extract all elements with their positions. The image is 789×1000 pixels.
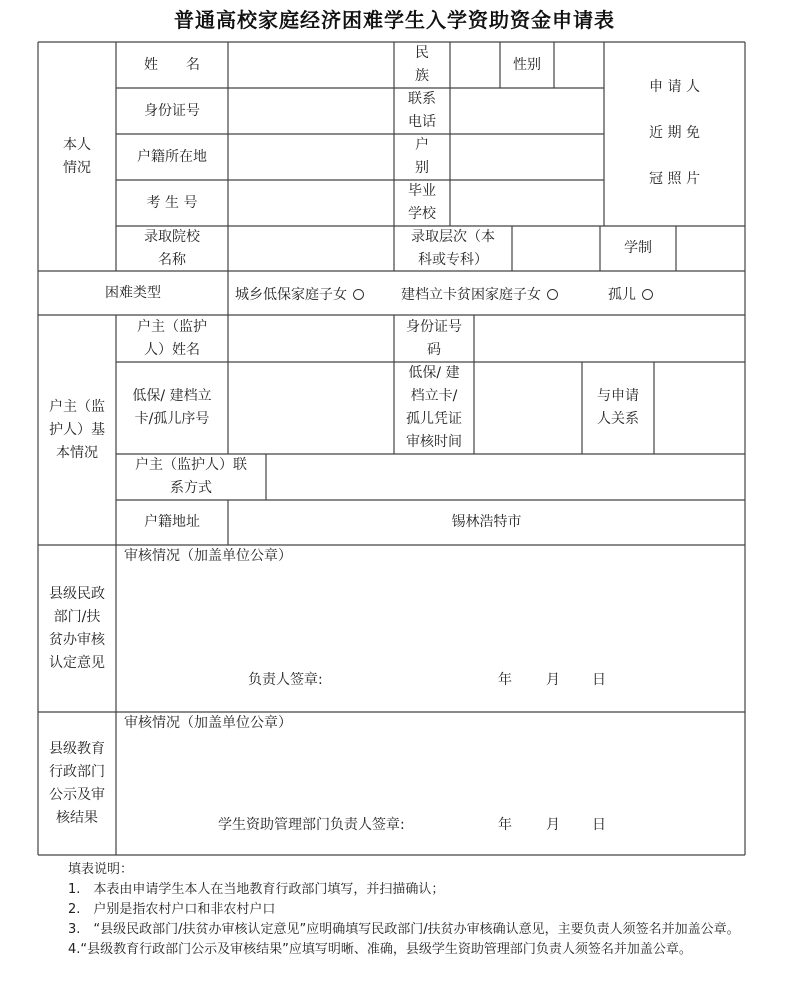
guardian-id-label: 身份证号 码 bbox=[406, 318, 462, 358]
ethnic-field[interactable] bbox=[450, 42, 500, 88]
household-address-value: 锡林浩特市 bbox=[451, 514, 522, 530]
guardian-name-label: 户主（监护 人）姓名 bbox=[137, 318, 207, 358]
education-month: 月 bbox=[546, 817, 560, 833]
photo-placeholder: 申 请 人 近 期 免 冠 照 片 bbox=[649, 79, 700, 187]
education-section-label: 县级教育 行政部门 公示及审 核结果 bbox=[49, 740, 105, 826]
instructions bbox=[40, 860, 740, 960]
radio-circle-icon[interactable] bbox=[642, 289, 653, 300]
graduate-school-field[interactable] bbox=[450, 180, 604, 226]
instruction-item: 4.“县级教育行政部门公示及审核结果”应填写明晰、准确，县级学生资助管理部门负责人须签名并加盖公章。 bbox=[68, 942, 692, 957]
exam-number-field[interactable] bbox=[228, 180, 394, 226]
civil-affairs-review-text: 审核情况（加盖单位公章） bbox=[124, 548, 292, 564]
option-orphan[interactable] bbox=[608, 285, 653, 305]
option-registered-poor[interactable] bbox=[401, 285, 558, 305]
phone-field[interactable] bbox=[450, 88, 604, 134]
civil-affairs-day: 日 bbox=[592, 672, 606, 688]
instruction-item: 2. 户别是指农村户口和非农村户口 bbox=[68, 902, 276, 917]
instruction-item: 3. “县级民政部门/扶贫办审核认定意见”应明确填写民政部门/扶贫办审核确认意见，主要负责人须签名并加盖公章。 bbox=[68, 922, 740, 937]
personal-section-label: 本人 情况 bbox=[63, 136, 91, 176]
household-location-label: 户籍所在地 bbox=[137, 148, 207, 165]
gender-label: 性别 bbox=[513, 56, 541, 73]
ethnic-label: 民 族 bbox=[415, 45, 429, 84]
difficulty-type-label: 困难类型 bbox=[105, 284, 161, 301]
guardian-section-label: 户主（监 护人）基 本情况 bbox=[49, 398, 105, 461]
option-registered-poor-label: 建档立卡贫困家庭子女 bbox=[401, 287, 541, 303]
guardian-contact-field[interactable] bbox=[266, 454, 745, 500]
admission-school-field[interactable] bbox=[228, 226, 394, 271]
phone-label: 联系 电话 bbox=[408, 91, 436, 130]
civil-affairs-month: 月 bbox=[546, 672, 560, 688]
hukou-field[interactable] bbox=[450, 134, 604, 180]
duration-label: 学制 bbox=[624, 240, 652, 256]
option-orphan-label: 孤儿 bbox=[608, 287, 636, 303]
option-low-income[interactable] bbox=[235, 285, 364, 305]
guardian-id-field[interactable] bbox=[474, 315, 745, 362]
admission-level-field[interactable] bbox=[512, 226, 600, 271]
radio-circle-icon[interactable] bbox=[353, 289, 364, 300]
civil-affairs-year: 年 bbox=[498, 672, 512, 688]
guardian-name-field[interactable] bbox=[228, 315, 394, 362]
household-address-label: 户籍地址 bbox=[144, 514, 200, 530]
voucher-review-time-label: 低保/ 建 档立卡/ 孤儿凭证 审核时间 bbox=[406, 365, 462, 450]
assistance-serial-label: 低保/ 建档立 卡/孤儿序号 bbox=[132, 388, 212, 427]
option-low-income-label: 城乡低保家庭子女 bbox=[235, 287, 347, 303]
graduate-school-label: 毕业 学校 bbox=[408, 183, 436, 222]
instructions-heading: 填表说明： bbox=[68, 862, 134, 877]
relation-label: 与申请 人关系 bbox=[597, 388, 639, 427]
guardian-contact-label: 户主（监护人）联 系方式 bbox=[135, 457, 247, 496]
relation-field[interactable] bbox=[654, 362, 745, 454]
exam-number-label: 考 生 号 bbox=[146, 194, 198, 211]
assistance-serial-field[interactable] bbox=[228, 362, 394, 454]
name-field[interactable] bbox=[228, 42, 394, 88]
civil-affairs-signer-label: 负责人签章: bbox=[248, 672, 323, 688]
instruction-item: 1. 本表由申请学生本人在当地教育行政部门填写，并扫描确认； bbox=[68, 882, 445, 897]
form-title: 普通高校家庭经济困难学生入学资助资金申请表 bbox=[174, 8, 615, 32]
admission-level-label: 录取层次（本 科或专科） bbox=[411, 228, 495, 268]
admission-school-label: 录取院校 名称 bbox=[144, 228, 200, 268]
education-review-text: 审核情况（加盖单位公章） bbox=[124, 715, 292, 731]
education-day: 日 bbox=[592, 817, 606, 833]
household-location-field[interactable] bbox=[228, 134, 394, 180]
education-signer-label: 学生资助管理部门负责人签章: bbox=[218, 817, 405, 833]
education-year: 年 bbox=[498, 817, 512, 833]
gender-field[interactable] bbox=[554, 42, 604, 88]
name-label: 姓 名 bbox=[144, 56, 200, 73]
civil-affairs-section-label: 县级民政 部门/扶 贫办审核 认定意见 bbox=[49, 585, 105, 671]
voucher-review-time-field[interactable] bbox=[474, 362, 582, 454]
hukou-label: 户 别 bbox=[415, 137, 429, 176]
id-field[interactable] bbox=[228, 88, 394, 134]
radio-circle-icon[interactable] bbox=[547, 289, 558, 300]
duration-field[interactable] bbox=[676, 226, 745, 271]
id-label: 身份证号 bbox=[144, 102, 200, 119]
